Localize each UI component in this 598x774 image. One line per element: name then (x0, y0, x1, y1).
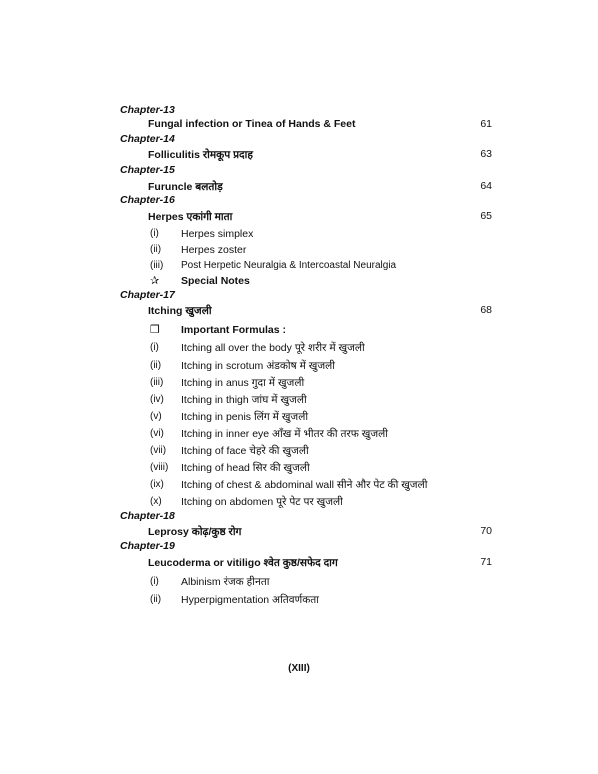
list-marker: (i) (150, 342, 159, 353)
list-marker: (iii) (150, 377, 164, 388)
checkbox-icon: ❒ (150, 324, 160, 336)
chapter-title: Furuncle बलतोड़ (148, 181, 223, 193)
list-marker: (iii) (150, 260, 164, 271)
chapter-heading: Chapter-16 (120, 194, 175, 206)
page-footer-number: (XIII) (288, 663, 310, 674)
list-item: Herpes simplex (181, 228, 254, 240)
list-item: Hyperpigmentation अतिवर्णकता (181, 594, 319, 606)
page-number: 70 (480, 525, 492, 537)
list-item: Albinism रंजक हीनता (181, 576, 270, 588)
list-item: Itching on abdomen पूरे पेट पर खुजली (181, 496, 343, 508)
page-number: 65 (480, 210, 492, 222)
chapter-heading: Chapter-17 (120, 289, 175, 301)
list-item: Important Formulas : (181, 324, 287, 336)
list-marker: (v) (150, 411, 162, 422)
chapter-heading: Chapter-19 (120, 540, 175, 552)
list-item: Itching of chest & abdominal wall सीने और पेट की खुजली (181, 479, 428, 491)
list-marker: (i) (150, 576, 159, 587)
chapter-title: Itching खुजली (148, 305, 212, 317)
list-item: Itching in thigh जांघ में खुजली (181, 394, 307, 406)
list-item: Herpes zoster (181, 244, 247, 256)
list-item: Itching all over the body पूरे शरीर में खुजली (181, 342, 365, 354)
list-item: Itching in scrotum अंडकोष में खुजली (181, 360, 336, 372)
list-item: Itching in inner eye आँख में भीतर की तरफ खुजली (181, 428, 388, 440)
chapter-title: Folliculitis रोमकूप प्रदाह (148, 149, 253, 161)
list-item: Itching in penis लिंग में खुजली (181, 411, 309, 423)
list-marker: (viii) (150, 462, 169, 473)
page-number: 71 (480, 556, 492, 568)
list-marker: (i) (150, 228, 159, 239)
list-item: Itching of face चेहरे की खुजली (181, 445, 309, 457)
list-marker: (x) (150, 496, 162, 507)
page-number: 63 (480, 148, 492, 160)
chapter-title: Herpes एकांगी माता (148, 211, 233, 223)
list-item: Post Herpetic Neuralgia & Intercoastal Neuralgia (181, 260, 397, 271)
chapter-heading: Chapter-15 (120, 164, 175, 176)
page-number: 61 (480, 118, 492, 130)
list-marker: (vii) (150, 445, 167, 456)
star-icon: ✰ (150, 275, 160, 287)
chapter-heading: Chapter-14 (120, 133, 175, 145)
list-item: Itching in anus गुदा में खुजली (181, 377, 305, 389)
chapter-title: Leucoderma or vitiligo श्वेत कुष्ठ/सफेद दाग (148, 557, 338, 569)
chapter-heading: Chapter-18 (120, 510, 175, 522)
list-item: Special Notes (181, 275, 250, 287)
chapter-title: Leprosy कोढ़/कुष्ठ रोग (148, 526, 242, 538)
list-marker: (ii) (150, 244, 162, 255)
chapter-heading: Chapter-13 (120, 104, 175, 116)
list-marker: (iv) (150, 394, 164, 405)
list-item: Itching of head सिर की खुजली (181, 462, 310, 474)
list-marker: (ix) (150, 479, 164, 490)
chapter-title: Fungal infection or Tinea of Hands & Feet (148, 118, 356, 130)
list-marker: (ii) (150, 360, 162, 371)
page-number: 64 (480, 180, 492, 192)
list-marker: (vi) (150, 428, 164, 439)
list-marker: (ii) (150, 594, 162, 605)
page-number: 68 (480, 304, 492, 316)
